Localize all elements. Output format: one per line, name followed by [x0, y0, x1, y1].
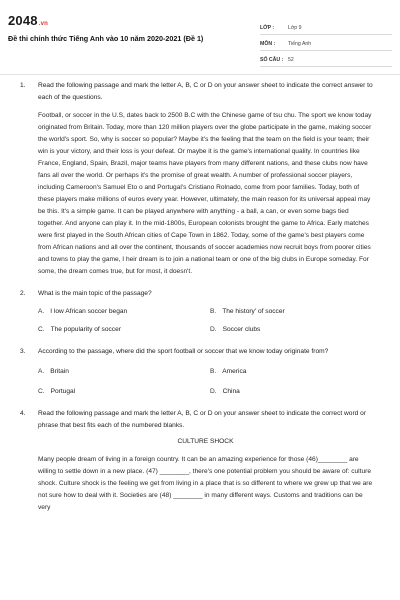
question-number: 3.	[20, 348, 26, 355]
option-c[interactable]	[38, 386, 75, 398]
meta-row-subject	[260, 38, 392, 51]
question-text: Read the following passage and mark the letter A, B, C or D on your answer sheet to indicate the correct word or phrase that best fits each of the numbered blanks.	[38, 410, 367, 429]
option-letter: D.	[210, 326, 217, 333]
header-divider	[0, 74, 400, 75]
meta-key: SỐ CÂU :	[260, 57, 284, 63]
option-text: I low African soccer began	[50, 308, 128, 315]
question-number: 1.	[20, 82, 26, 89]
option-letter: D.	[210, 388, 217, 395]
option-text: America	[222, 368, 247, 375]
option-b[interactable]	[210, 366, 246, 378]
exam-meta	[260, 22, 392, 67]
meta-key: MÔN :	[260, 41, 276, 47]
options-row	[0, 366, 400, 380]
meta-row-class	[260, 22, 392, 35]
question-text: Read the following passage and mark the letter A, B, C or D on your answer sheet to indicate the correct answer to each of the questions.	[38, 82, 373, 101]
option-d[interactable]	[210, 386, 240, 398]
option-a[interactable]	[38, 366, 69, 378]
option-letter: A.	[38, 308, 45, 315]
option-text: Britain	[50, 368, 69, 375]
option-a[interactable]	[38, 306, 127, 318]
option-letter: B.	[210, 368, 217, 375]
question-2	[0, 288, 400, 300]
option-letter: C.	[38, 388, 45, 395]
question-number: 4.	[20, 410, 26, 417]
option-letter: C.	[38, 326, 45, 333]
cloze-passage: Many people dream of living in a foreign country. It can be an amazing experience for those (46)________ are willing to settle down in a new place. (47) ________, there's one potential problem you should be aware of: culture shock. Culture shock is the feeling we get from living in a place that is so different to where we grew up that we are not sure how to deal with it. Societies are (48) ________ in many different ways. Customs and traditions can be very	[38, 456, 373, 511]
options-row	[0, 324, 400, 338]
option-text: Soccer clubs	[222, 326, 261, 333]
option-letter: A.	[38, 368, 45, 375]
option-d[interactable]	[210, 324, 260, 336]
question-3	[0, 346, 400, 358]
option-letter: B.	[210, 308, 217, 315]
question-number: 2.	[20, 290, 26, 297]
question-text: What is the main topic of the passage?	[38, 290, 152, 297]
question-text: According to the passage, where did the sport football or soccer that we know today originate from?	[38, 348, 329, 355]
option-c[interactable]	[38, 324, 121, 336]
meta-value: Tiếng Anh	[288, 41, 312, 47]
document-header	[8, 8, 394, 68]
reading-passage: Football, or soccer in the U.S, dates back to 2500 B.C with the Chinese game of tsu chu. The sport we know today originated from Britain. Today, more than 120 million players over the globe participate in the game, making soccer the world's sport. So, why is soccer so popular? Maybe it's the feeling that the team on the field is your team; their win is your victory, and their loss is your defeat. Or maybe it is the game's international quality. In countries like France, England, Spain, Brazil, major teams have players from many different nations, and these clubs now have fans all over the world. Or perhaps it's the promise of great wealth. A number of professional soccer players, including Cameroon's Samuel Eto o and Portugal's Cristiano Rolnado, come from poor families. Today, both of these players make millions of euros every year. However, ultimately, the main reason for its universal appeal may be this. It's a simple game. It can be played anywhere with anything - a ball, a can, or even some bags tied together. And anyone can play it. In the mid-1800s, European colonists brought the game to Africa. Early matches were first played in the South African cities of Cape Town in 1862. Today, some of the game's best players come from African nations and all over the continent, thousands of soccer academies now recruit boys from poorer cities and towns to play the game, I heir dream is to join a national team or one of the big clubs in Europe someday. For some, the dream comes true, but for most, it doesn't.	[38, 112, 372, 275]
option-text: The popularity of soccer	[50, 326, 121, 333]
option-text: Portugal	[50, 388, 76, 395]
exam-body	[0, 80, 400, 514]
logo-main: 2048	[8, 13, 38, 28]
meta-row-count	[260, 54, 392, 67]
meta-value: 52	[288, 57, 294, 63]
option-b[interactable]	[210, 306, 285, 318]
meta-value: Lớp 9	[288, 25, 302, 31]
meta-key: LỚP :	[260, 25, 275, 31]
logo-suffix: .vn	[38, 21, 49, 27]
passage-heading: CULTURE SHOCK	[177, 438, 234, 445]
exam-title: Đề thi chính thức Tiếng Anh vào 10 năm 2020-2021 (Đề 1)	[8, 34, 204, 43]
options-row	[0, 386, 400, 400]
question-1	[0, 80, 400, 104]
question-4	[0, 408, 400, 432]
site-logo[interactable]	[8, 13, 48, 28]
options-row	[0, 306, 400, 320]
option-text: China	[222, 388, 240, 395]
option-text: The history' of soccer	[222, 308, 285, 315]
